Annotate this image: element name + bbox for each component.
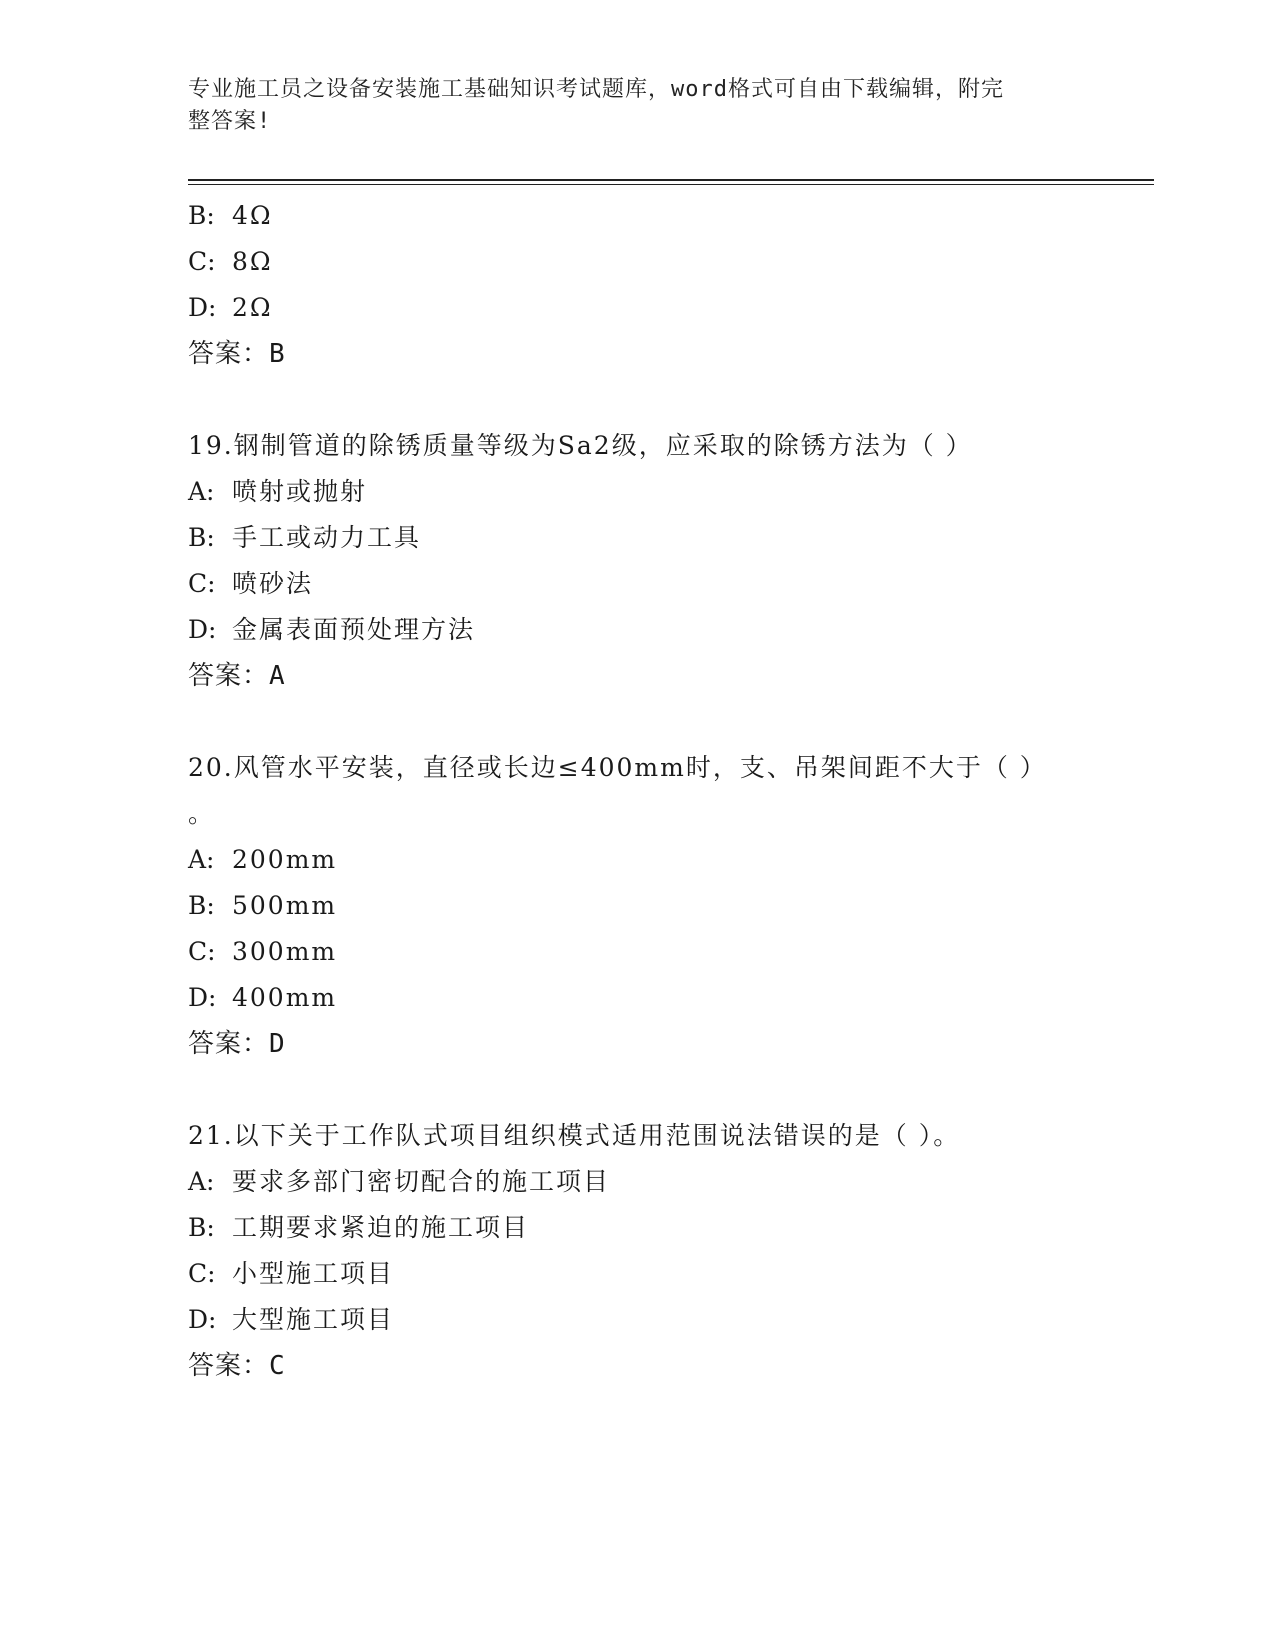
option-label: C: [188,1259,216,1288]
question-stem-continuation: 。 [188,799,214,828]
option-text: 大型施工项目 [232,1305,395,1334]
option-label: C: [188,247,216,276]
option-text: 400mm [232,983,338,1012]
question-stem: 19.钢制管道的除锈质量等级为Sa2级，应采取的除锈方法为（ ） [188,431,973,460]
option-b [188,1205,1088,1251]
option-label: D: [188,1305,217,1334]
option-label: C: [188,569,216,598]
option-label: A: [188,1167,215,1196]
option-c [188,929,1088,975]
option-label: C: [188,937,216,966]
option-label: B: [188,891,215,920]
option-a [188,1159,1088,1205]
option-text: 喷砂法 [232,569,314,598]
option-text: 喷射或抛射 [232,477,368,506]
spacer [188,699,1088,745]
option-d [188,1297,1088,1343]
question-stem: 21.以下关于工作队式项目组织模式适用范围说法错误的是（ ）。 [188,1121,961,1150]
option-label: B: [188,201,215,230]
header-title-line-2: 整答案! [188,109,272,134]
answer-line: 答案：B [188,339,286,369]
option-c [188,561,1088,607]
spacer [188,1067,1088,1113]
option-b [188,883,1088,929]
question-18-tail [188,193,1088,377]
option-text: 2Ω [232,293,273,322]
header-title-line-1: 专业施工员之设备安装施工基础知识考试题库，word格式可自由下载编辑，附完 [188,77,1004,102]
option-label: B: [188,1213,215,1242]
option-text: 300mm [232,937,338,966]
option-c [188,239,1088,285]
answer-line: 答案：C [188,1351,286,1381]
question-20 [188,745,1088,1067]
question-21 [188,1113,1088,1389]
answer-line: 答案：A [188,661,286,691]
option-label: A: [188,477,215,506]
option-d [188,607,1088,653]
question-list [188,193,1088,1389]
question-stem: 20.风管水平安装，直径或长边≤400mm时，支、吊架间距不大于（ ） [188,753,1047,782]
option-text: 8Ω [232,247,273,276]
option-text: 金属表面预处理方法 [232,615,476,644]
document-header [188,74,1068,138]
spacer [188,377,1088,423]
option-text: 手工或动力工具 [232,523,422,552]
answer-line: 答案：D [188,1029,286,1059]
option-label: D: [188,615,217,644]
option-text: 500mm [232,891,338,920]
option-label: B: [188,523,215,552]
option-b [188,515,1088,561]
option-b [188,193,1088,239]
option-label: D: [188,293,217,322]
option-a [188,469,1088,515]
question-19 [188,423,1088,699]
option-d [188,285,1088,331]
option-text: 200mm [232,845,338,874]
header-divider-thick [188,179,1154,181]
option-c [188,1251,1088,1297]
option-d [188,975,1088,1021]
option-text: 小型施工项目 [232,1259,395,1288]
option-label: A: [188,845,215,874]
option-text: 工期要求紧迫的施工项目 [232,1213,530,1242]
option-text: 4Ω [232,201,273,230]
option-a [188,837,1088,883]
option-label: D: [188,983,217,1012]
option-text: 要求多部门密切配合的施工项目 [232,1167,611,1196]
header-divider-thin [188,184,1154,185]
